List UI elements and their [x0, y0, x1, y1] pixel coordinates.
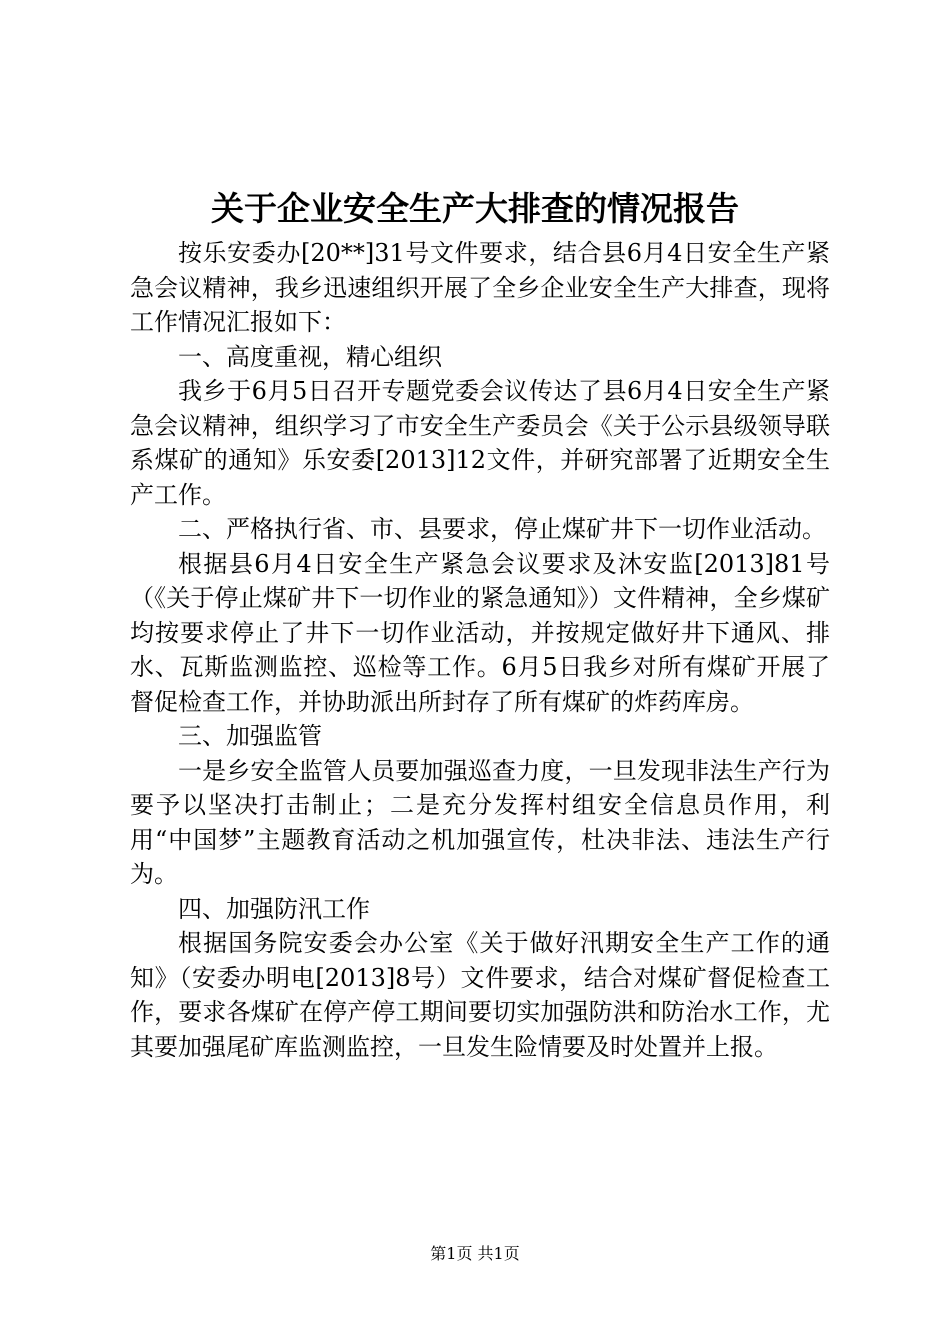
- paragraph-section-3: 一是乡安全监管人员要加强巡查力度，一旦发现非法生产行为要予以坚决打击制止；二是充分发挥村组安全信息员作用，利用“中国梦”主题教育活动之机加强宣传，杜决非法、违法生产行为。: [130, 756, 830, 888]
- paragraph-section-1: 我乡于6月5日召开专题党委会议传达了县6月4日安全生产紧急会议精神，组织学习了市安全生产委员会《关于公示县级领导联系煤矿的通知》乐安委[2013]12文件，并研究部署了近期安全生产工作。: [130, 377, 830, 509]
- section-heading-3: 三、加强监管: [178, 722, 322, 750]
- document-body: [130, 236, 830, 1064]
- paragraph-intro: 按乐安委办[20**]31号文件要求，结合县6月4日安全生产紧急会议精神，我乡迅速组织开展了全乡企业安全生产大排查，现将工作情况汇报如下：: [130, 239, 830, 336]
- document-title: 关于企业安全生产大排查的情况报告: [211, 189, 739, 228]
- section-heading-4: 四、加强防汛工作: [178, 894, 370, 923]
- paragraph-section-4: 根据国务院安委会办公室《关于做好汛期安全生产工作的通知》（安委办明电[2013]8号）文件要求，结合对煤矿督促检查工作，要求各煤矿在停产停工期间要切实加强防洪和防治水工作，尤其要加强尾矿库监测监控，一旦发生险情要及时处置并上报。: [130, 929, 830, 1061]
- section-heading-2: 二、严格执行省、市、县要求，停止煤矿井下一切作业活动。: [178, 515, 826, 543]
- section-heading-1: 一、高度重视，精心组织: [178, 342, 442, 371]
- page-number-footer: 第1页 共1页: [430, 1244, 520, 1263]
- paragraph-section-2: 根据县6月4日安全生产紧急会议要求及沐安监[2013]81号（《关于停止煤矿井下一切作业的紧急通知》）文件精神，全乡煤矿均按要求停止了井下一切作业活动，并按规定做好井下通风、排水、瓦斯监测监控、巡检等工作。6月5日我乡对所有煤矿开展了督促检查工作，并协助派出所封存了所有煤矿的炸药库房。: [130, 549, 830, 716]
